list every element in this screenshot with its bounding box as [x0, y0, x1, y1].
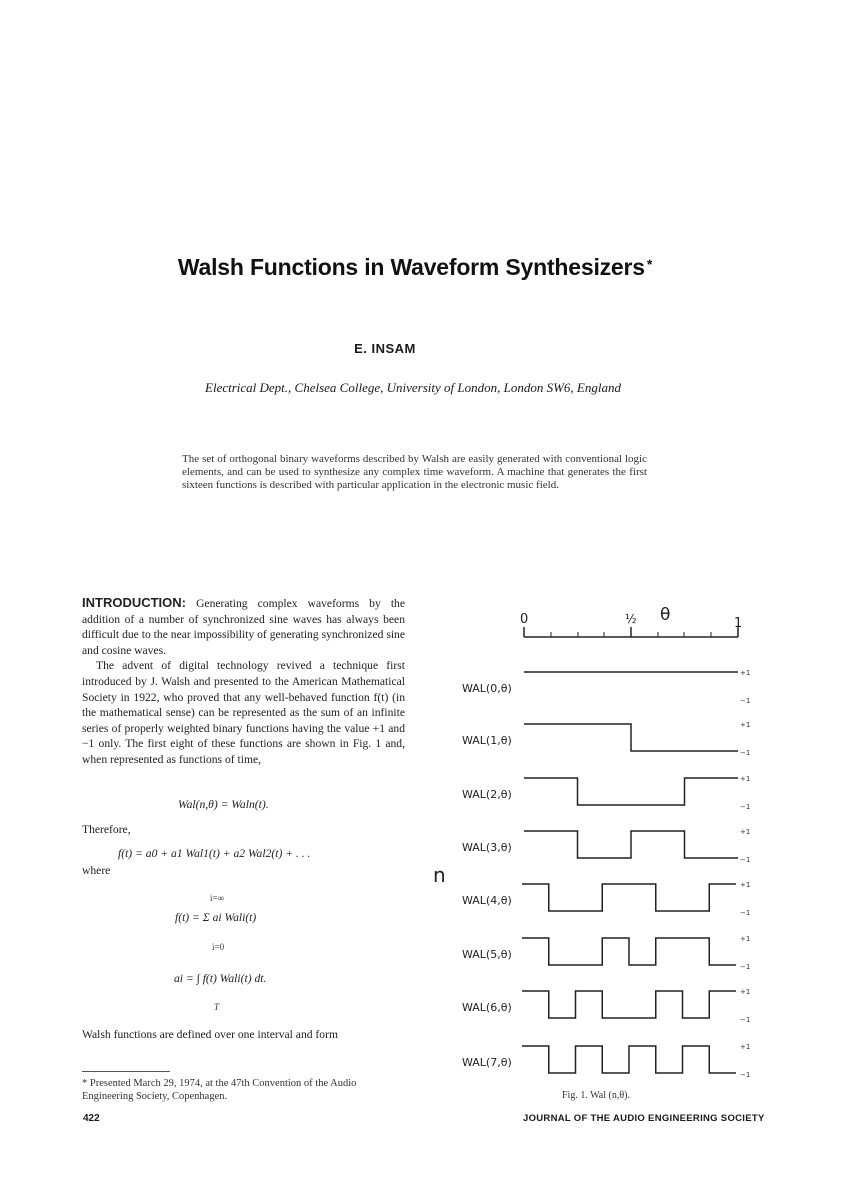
level-minus-2: −1: [740, 803, 751, 811]
title-text: Walsh Functions in Waveform Synthesizers: [177, 254, 645, 280]
equation-3: f(t) = Σ ai Wali(t): [175, 911, 257, 924]
walsh-label-2: WAL(2,θ): [462, 788, 512, 801]
walsh-waveform-3: [524, 831, 738, 858]
walsh-label-1: WAL(1,θ): [462, 734, 512, 747]
level-minus-5: −1: [740, 963, 751, 971]
level-minus-6: −1: [740, 1016, 751, 1024]
intro-heading: INTRODUCTION:: [82, 595, 186, 610]
intro-paragraph-3: Walsh functions are defined over one interval and form: [82, 1028, 338, 1041]
walsh-waveform-5: [522, 938, 736, 965]
level-minus-1: −1: [740, 749, 751, 757]
abstract: The set of orthogonal binary waveforms described by Walsh are easily generated with conventional logic elements, and can be used to synthesize any complex time waveform. A machine that generates the first sixteen functions is described with particular application in the electronic music field.: [182, 453, 647, 491]
level-plus-6: +1: [740, 988, 751, 996]
walsh-waveform-6: [522, 991, 736, 1018]
waveforms: [462, 669, 750, 1079]
figure-caption: Fig. 1. Wal (n,θ).: [562, 1090, 630, 1101]
walsh-waveform-2: [524, 778, 738, 805]
title-footnote-mark: *: [646, 256, 653, 272]
integral-lower-limit: T: [214, 1002, 220, 1012]
level-plus-2: +1: [740, 775, 751, 783]
level-plus-0: +1: [740, 669, 751, 677]
journal-name: JOURNAL OF THE AUDIO ENGINEERING SOCIETY: [523, 1113, 765, 1124]
equation-1: Wal(n,θ) = Waln(t).: [178, 798, 269, 811]
walsh-label-5: WAL(5,θ): [462, 948, 512, 961]
theta-axis: [520, 605, 742, 637]
axis-label-theta: θ: [660, 605, 671, 625]
where-label: where: [82, 864, 111, 877]
walsh-label-6: WAL(6,θ): [462, 1001, 512, 1014]
axis-label-1: 1: [734, 616, 743, 631]
intro-paragraph-2: The advent of digital technology revived a technique first introduced by J. Walsh and presented to the American Mathematical Society in 1922, who proved that any well-behaved function f(t) (in the mathematical sense) can be represented as the sum of an infinite series of properly weighted binary functions having the value +1 and −1 only. The first eight of these functions are shown in Fig. 1 and, when represented as functions of time,: [82, 659, 405, 766]
author: E. INSAM: [354, 341, 416, 356]
walsh-waveform-4: [522, 884, 736, 911]
therefore-label: Therefore,: [82, 823, 131, 836]
sum-lower-limit: i=0: [212, 942, 225, 952]
level-minus-3: −1: [740, 856, 751, 864]
level-plus-3: +1: [740, 828, 751, 836]
footnote: * Presented March 29, 1974, at the 47th Convention of the Audio Engineering Society, Copenhagen.: [82, 1078, 357, 1102]
walsh-waveform-1: [524, 724, 738, 751]
walsh-label-7: WAL(7,θ): [462, 1056, 512, 1069]
level-minus-4: −1: [740, 909, 751, 917]
level-plus-7: +1: [740, 1043, 751, 1051]
walsh-label-0: WAL(0,θ): [462, 682, 512, 695]
equation-2: f(t) = a0 + a1 Wal1(t) + a2 Wal2(t) + . . .: [118, 847, 311, 860]
equation-4: ai = ∫ f(t) Wali(t) dt.: [174, 972, 267, 985]
axis-label-half: ½: [625, 612, 637, 626]
level-plus-4: +1: [740, 881, 751, 889]
level-plus-1: +1: [740, 721, 751, 729]
walsh-label-4: WAL(4,θ): [462, 894, 512, 907]
page-number: 422: [83, 1113, 100, 1124]
level-plus-5: +1: [740, 935, 751, 943]
affiliation: Electrical Dept., Chelsea College, University of London, London SW6, England: [205, 380, 621, 395]
axis-label-0: 0: [520, 612, 529, 627]
n-label: n: [433, 863, 446, 887]
level-minus-0: −1: [740, 697, 751, 705]
walsh-label-3: WAL(3,θ): [462, 841, 512, 854]
level-minus-7: −1: [740, 1071, 751, 1079]
walsh-waveform-7: [522, 1046, 736, 1073]
intro-p1-text: Generating complex waveforms by the addition of a number of synchronized sine waves has always been difficult due to the near impossibility of generating synchronized sine and cosine waves.: [82, 597, 405, 657]
sum-upper-limit: i=∞: [210, 893, 224, 903]
